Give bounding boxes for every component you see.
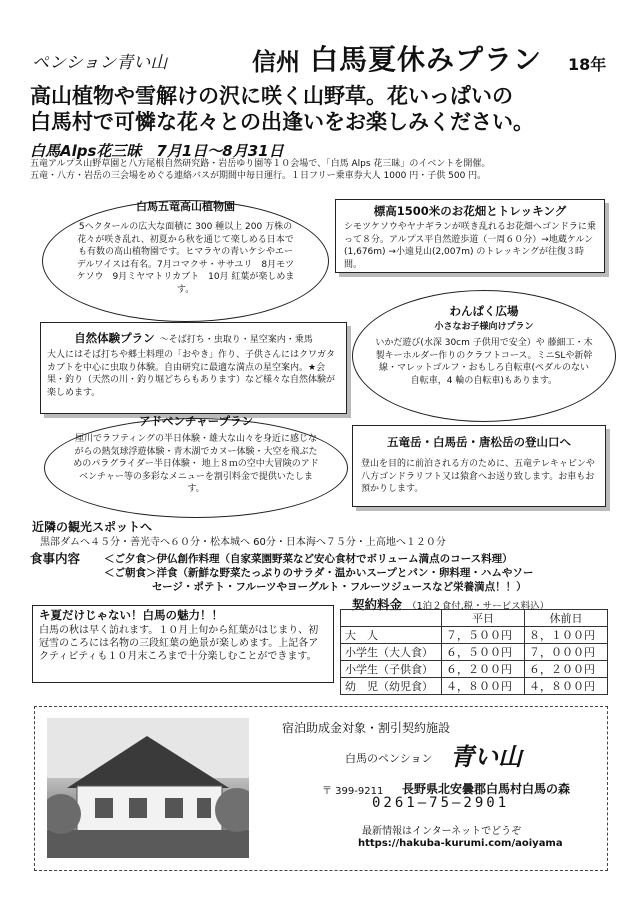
pricing-weekday: ７，５００円 (442, 627, 525, 644)
pricing-holiday-eve: ４，８００円 (525, 678, 608, 695)
adventure-title: アドベンチャープラン (138, 414, 254, 428)
pricing-header-cell: 平日 (442, 610, 525, 627)
plan-year: 18年 (568, 55, 607, 74)
wanpaku-subtitle: 小さなお子様向けプラン (434, 322, 534, 332)
autumn-box (32, 605, 334, 683)
pricing-note: （1泊２食付,税・サービス料込） (407, 601, 550, 612)
pricing-header-row (341, 610, 608, 627)
event-desc-1: 五竜アルプス山野草園と八方尾根自然研究路・岩岳ゆり園等１０会場で、「白馬 Alps 花三昧」のイベントを開催。 (30, 159, 491, 169)
nature-box (40, 322, 347, 414)
wanpaku-body: いかだ遊び(水深 30cm 子供用で安全）や 藤細工・木製キーホルダー作りのクラフトコース。ミニSLや新幹線・マレットゴルフ・おもしろ自転車(ペダルのない自転車，4 輪の自転車)もあります。 (375, 338, 593, 386)
pricing-row (341, 644, 608, 661)
headline-line-1: 高山植物や雪解けの沢に咲く山野草。花いっぱいの (30, 84, 513, 108)
nature-subtitle: ～そば打ち・虫取り・星空案内・乗馬 (159, 335, 313, 345)
pricing-weekday: ４，８００円 (442, 678, 525, 695)
phone-number: 0261―75―2901 (372, 795, 510, 811)
pricing-category: 小学生（子供食） (341, 661, 442, 678)
footer-pension-name: 青い山 (450, 743, 522, 771)
plan-prefix: 信州 (252, 48, 300, 76)
pricing-row (341, 661, 608, 678)
pricing-weekday: ６，５００円 (442, 644, 525, 661)
event-title: 白馬Alps花三昧 7月1日～8月31日 (30, 142, 284, 160)
wanpaku-title: わんぱく広場 (449, 304, 519, 318)
event-desc-2: 五竜・八方・岩岳の三会場をめぐる連絡バスが期間中毎日運行。１日フリー乗車券大人 1000 円・子供 500 円。 (30, 171, 487, 181)
meals-breakfast-1: ＜ご朝食＞洋食（新鮮な野菜たっぷりのサラダ・温かいスープとパン・卵料理・ハムやソー (104, 567, 534, 579)
trailhead-body: 登山を目的に前泊される方のために、五竜テレキャビンや八方ゴンドラリフト又は猿倉へお送り致します。お車もお預かりします。 (361, 459, 595, 494)
pricing-row (341, 678, 608, 695)
trekking-box (335, 199, 605, 273)
nature-body: 大人にはそば打ちや郷土料理の「おやき」作り、子供さんにはクワガタカブトを中心に虫取り体験。自由研究に最適な満点の星空案内。★会 果・釣り（天然の川・釣り堀どちらもあります）など様々な自然体験が楽しめます。 (47, 350, 336, 398)
pension-photo (47, 718, 249, 858)
sightseeing-body: 黒部ダムへ４５分・善光寺へ６０分・松本城へ 60分・日本海へ７５分・上高地へ１２０分 (40, 537, 446, 548)
adventure-body: 厘川でラフティングの半日体験・雄大な山々を身近に感じながらの熱気球浮遊体験・青木湖でカヌー体験・大空を飛ぶためのパラグライダー半日体験・ 地上８ｍの空中大冒険のアドベンチャー等の多彩なメニューを割引料金で提供いたします。 (73, 434, 319, 494)
website-url[interactable]: https://hakuba-kurumi.com/aoiyama (358, 838, 563, 849)
pricing-table (340, 609, 608, 695)
trekking-title: 標高1500米のお花畑とトレッキング (373, 204, 567, 218)
footer-pension-label: 白馬のペンション (345, 752, 433, 765)
pricing-category: 小学生（大人食） (341, 644, 442, 661)
trailhead-box (352, 425, 606, 507)
pricing-weekday: ６，２００円 (442, 661, 525, 678)
pricing-category: 大 人 (341, 627, 442, 644)
pricing-holiday-eve: ６，２００円 (525, 661, 608, 678)
pension-name: ペンション青い山 (32, 53, 168, 73)
pricing-holiday-eve: ７，０００円 (525, 644, 608, 661)
subsidy-text: 宿泊助成金対象・割引契約施設 (282, 721, 451, 735)
adventure-oval (44, 414, 348, 518)
address: 長野県北安曇郡白馬村白馬の森 (402, 782, 571, 796)
goryu-garden-title: 白馬五竜高山植物園 (136, 200, 235, 213)
internet-note: 最新情報はインターネットでどうぞ (362, 826, 522, 837)
autumn-title: キ夏だけじゃない！白馬の魅力！！ (39, 608, 223, 622)
pricing-row (341, 627, 608, 644)
sightseeing-title: 近隣の観光スポットへ (32, 520, 153, 534)
wanpaku-oval (352, 290, 616, 422)
pricing-holiday-eve: ８，１００円 (525, 627, 608, 644)
goryu-garden-body: 5ヘクタールの広大な面積に 300 種以上 200 万株の花々が咲き乱れ、初夏から秋を通じて楽しめる日本でも有数の高山植物園です。ヒマラヤの青いケシやエーデルワイスは有名。7月コマクサ・ササユリ 8月モツケソウ 9月ミヤマトリカブト 10月 紅葉が楽しめます。 (76, 222, 295, 295)
headline-line-2: 白馬村で可憐な花々との出逢いをお楽しみください。 (30, 110, 534, 134)
plan-title: 白馬夏休みプラン (310, 43, 543, 76)
goryu-garden-oval (42, 200, 329, 322)
postal-code: 〒 399-9211 (322, 786, 384, 797)
pricing-header-cell (341, 610, 442, 627)
nature-title-row (41, 327, 346, 346)
meals-title: 食事内容 (30, 551, 81, 566)
trailhead-title: 五竜岳・白馬岳・唐松岳の登山口へ (387, 435, 571, 449)
trekking-body: シモツケソウやヤナギランが咲き乱れるお花畑へゴンドラに乗って８分。アルプス平自然遊歩道（一周６０分）→地蔵ケルン(1,676m) →小遠見山(2,007m) のトレッキングが往復３時間。 (344, 222, 596, 270)
pricing-title: 契約料金 (352, 597, 403, 612)
meals-dinner: ＜ご夕食＞伊仏創作料理（自家菜園野菜など安心食材でボリューム満点のコース料理） (104, 553, 513, 565)
pricing-header-cell: 休前日 (525, 610, 608, 627)
pension-building-illustration (47, 718, 249, 858)
nature-title: 自然体験プラン (74, 331, 155, 345)
pricing-category: 幼 児（幼児食） (341, 678, 442, 695)
autumn-body: 白馬の秋は早く訪れます。１０月上旬から紅葉がはじまり、初冠雪のころには名物の三段紅葉の絶景が楽しめます。上記各アクティビティも１０月末ころまで十分楽しむことができます。 (39, 625, 319, 662)
meals-breakfast-2: セージ・ポテト・フルーツやヨーグルト・フルーツジュースなど栄養満点！！） (152, 581, 527, 593)
